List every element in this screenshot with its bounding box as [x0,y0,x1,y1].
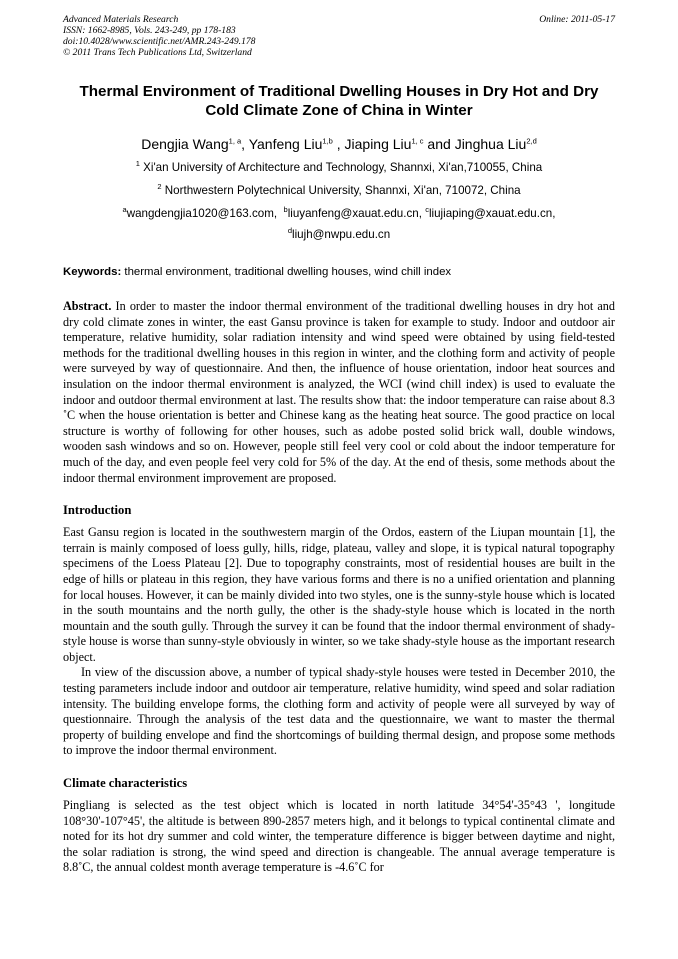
email-mark: c [425,205,429,215]
author-name: Dengjia Wang [141,136,229,152]
email-mark: a [122,205,127,215]
author-affiliation-mark: 1,b [322,136,333,146]
email-address[interactable]: liuyanfeng@xauat.edu.cn, [287,207,422,220]
author-list [63,135,615,153]
introduction-paragraph-2: In view of the discussion above, a number of typical shady-style houses were tested in December 2010, the testing parameters include indoor and outdoor air temperature, relative humidity, wind speed and solar radiation intensity. The building envelope forms, the clothing form and activity of people were all surveyed by way of questionnaire. Through the analysis of the test data and the questionnaire, we want to master the thermal property of building envelope and find the shortcomings of building thermal design, and propose some methods to improve the indoor thermal environment. [63,665,615,758]
author-affiliation-mark: 2,d [526,136,537,146]
email-mark: d [287,226,293,236]
email-line [63,228,615,242]
affiliation-text: Xi'an University of Architecture and Technology, Shannxi, Xi'an,710055, China [143,161,543,174]
paper-title: Thermal Environment of Traditional Dwelling Houses in Dry Hot and Dry Cold Climate Zone of China in Winter [79,83,599,119]
author-separator: , [241,136,249,152]
author-separator: , [332,136,345,152]
affiliation [63,161,615,175]
affiliation-mark: 1 [135,159,140,169]
author-affiliation-mark: 1, a [228,136,242,146]
journal-copyright: © 2011 Trans Tech Publications Ltd, Switzerland [63,47,252,58]
author-emails [63,207,615,242]
email-mark: b [283,205,288,215]
affiliation [63,184,615,198]
email-address[interactable]: liujh@nwpu.edu.cn [292,228,391,241]
introduction-paragraph-1: East Gansu region is located in the southwestern margin of the Ordos, eastern of the Liupan mountain [1], the terrain is mainly composed of loess gully, hills, ridge, plateau, valley and slope, it is typical natural topography specimens of the Loess Plateau [2]. Due to topography constraints, most of residential houses are built in the edge of hills or plateau in this region, they have various forms and there is no a unified orientation and planning for local houses. However, it can be mainly divided into two styles, one is the sunny-style house which is located in the south mountains and the north gully, the other is the shady-style house which is located in the north mountain and the south gully. Through the survey it can be found that the indoor thermal environment of shady-style house is worse than sunny-style obviously in winter, so we take shady-style house as the important research object. [63,525,615,664]
affiliation-mark: 2 [157,182,162,192]
keywords [63,265,615,279]
abstract [63,299,615,486]
author-name: Yanfeng Liu [248,136,323,152]
section-heading-introduction: Introduction [63,503,132,518]
journal-header [63,14,615,58]
journal-info [63,14,615,58]
email-address[interactable]: wangdengjia1020@163.com, [126,207,278,220]
author-separator: and [423,136,455,152]
affiliation-text: Northwestern Polytechnical University, Shannxi, Xi'an, 710072, China [164,184,521,197]
email-line [63,207,615,221]
keywords-label: Keywords: [63,266,122,278]
author-affiliation-mark: 1, c [411,136,424,146]
climate-paragraph-1: Pingliang is selected as the test object which is located in north latitude 34°54'-35°43 ', longitude 108°30'-107°45', the altitude is between 890-2857 meters high, and it belongs to typical continental climate and noted for its hot dry summer and cold winter, the temperature difference is bigger between daytime and night, the solar radiation is strong, the wind speed and direction is changeable. The annual average temperature is 8.8˚C, the annual coldest month average temperature is -4.6˚C for [63,798,615,875]
email-address[interactable]: liujiaping@xauat.edu.cn, [428,207,556,220]
keywords-text: thermal environment, traditional dwelling houses, wind chill index [124,266,452,278]
abstract-label: Abstract. [63,299,112,313]
journal-name: Advanced Materials Research [63,14,179,25]
section-heading-climate: Climate characteristics [63,776,188,791]
abstract-text: In order to master the indoor thermal environment of the traditional dwelling houses in dry hot and dry cold climate zones in winter, the east Gansu province is taken for example to study. Indoor and outdoor air temperature, relative humidity, solar radiation intensity and wind speed were obtained by using field-tested methods for the traditional dwelling houses in this region in winter, and the clothing form and activity of people were surveyed by way of questionnaire. And then, the influence of house orientation, indoor heat sources and insulation on the indoor thermal environment is analyzed, the WCI (wind chill index) is used to evaluate the indoor and outdoor thermal environment at last. The results show that: the indoor temperature can raise about 8.3 ˚C when the house orientation is better and Chinese kang as the heating heat source. The good practice on local structure is worthy of following for other houses, such as adobe posted solid brick wall, double windows, wooden sash windows and so on. However, people still feel very cool or cold about the indoor temperature for much of the day, and even people feel very cold for 5% of the day. At the end of thesis, some methods about the indoor thermal environment improvement are proposed. [63,299,615,485]
journal-doi: doi:10.4028/www.scientific.net/AMR.243-249.178 [63,36,256,47]
online-date: Online: 2011-05-17 [539,14,615,25]
journal-issn: ISSN: 1662-8985, Vols. 243-249, pp 178-183 [63,25,236,36]
author-name: Jinghua Liu [454,136,527,152]
author-name: Jiaping Liu [344,136,412,152]
